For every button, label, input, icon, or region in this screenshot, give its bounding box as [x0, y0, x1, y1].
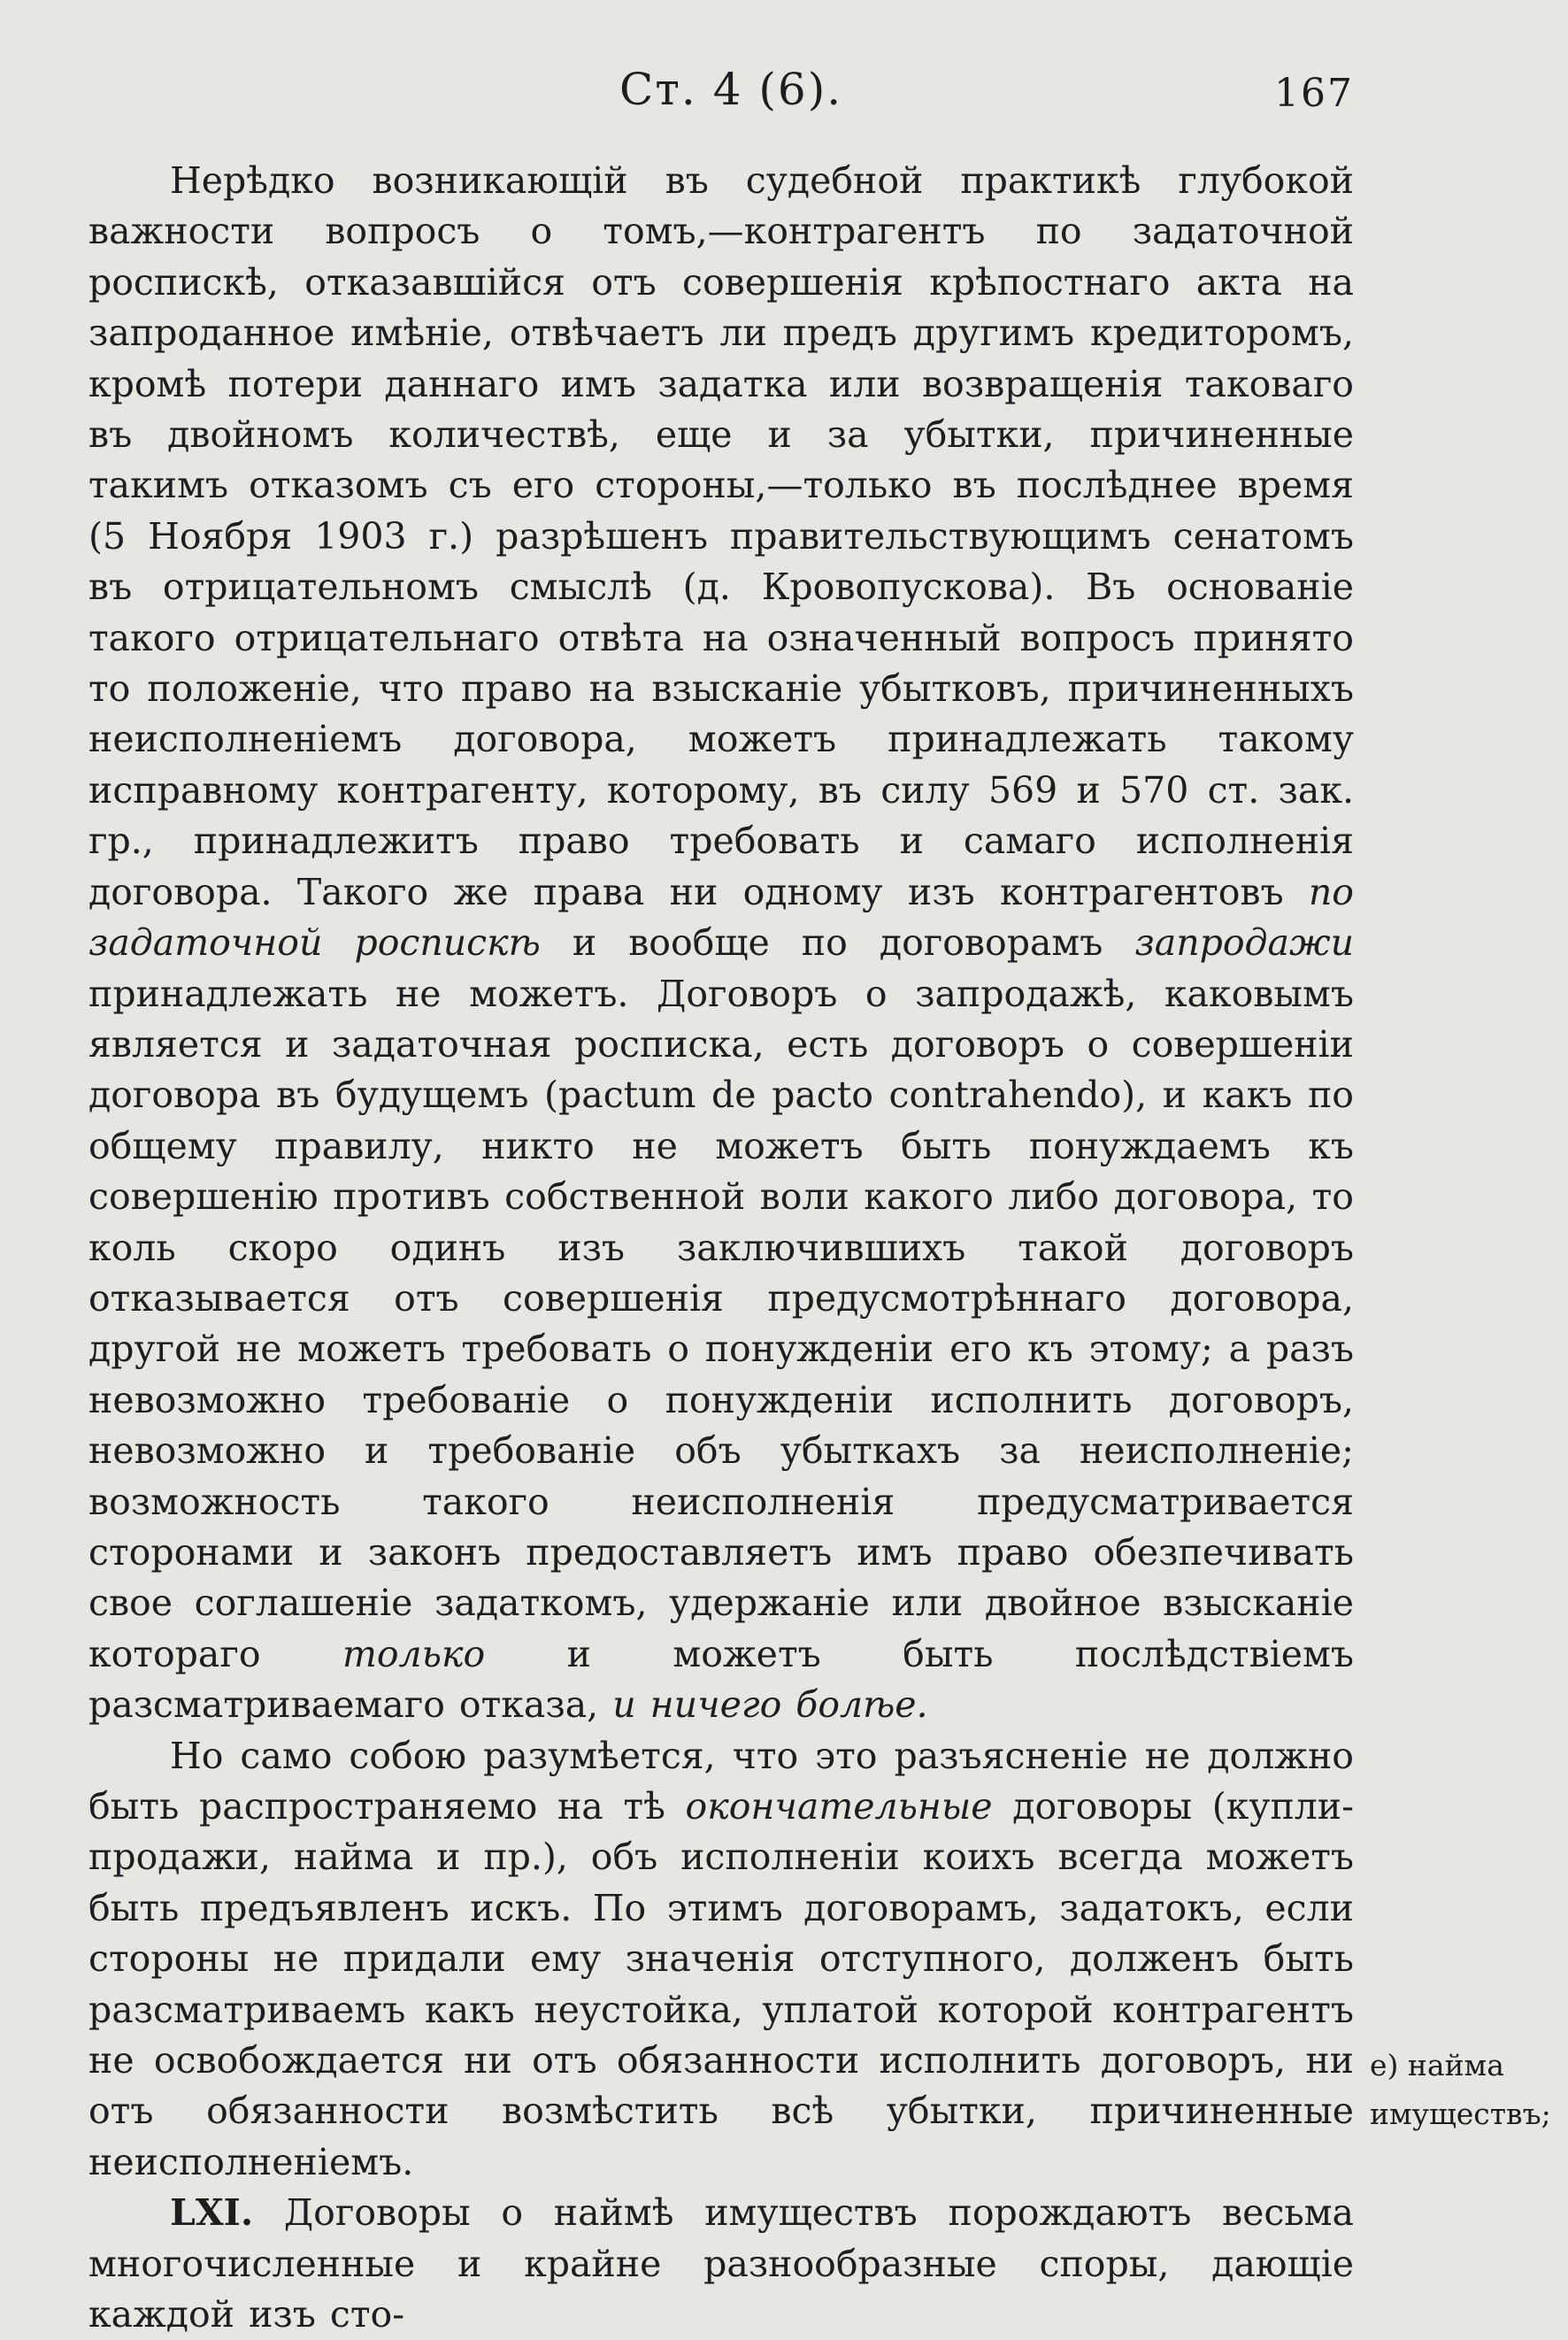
paragraph-2-text-1: Но само собою разумѣется, что это разъясненіе не должно быть распространяемо на тѣ [88, 1734, 1354, 1828]
paragraph-1-text-3: принадлежать не можетъ. Договоръ о запродажѣ, каковымъ является и задаточная росписка, есть договоръ о совершеніи договора въ будущемъ (pactum de pacto contrahendo), и какъ по общему правилу, никто не можетъ быть понуждаемъ къ совершенію противъ собственной воли какого либо договора, то коль скоро одинъ изъ заключившихъ такой договоръ отказывается отъ совершенія предусмотрѣннаго договора, другой не можетъ требовать о понужденіи его къ этому; а разъ невозможно требованіе о понужденіи исполнить договоръ, невозможно и требованіе объ убыткахъ за неисполненіе; возможность такого неисполненія предусматривается сторонами и законъ предоставляетъ имъ право обезпечивать свое соглашеніе задаткомъ, удержаніе или двойное взысканіе котораго [88, 972, 1354, 1675]
paragraph-2-italic-1: окончательные [685, 1785, 993, 1828]
margin-note [1370, 2041, 1551, 2138]
margin-note-line-2: имуществъ; [1370, 2097, 1551, 2131]
paragraph-1 [88, 156, 1354, 1731]
paragraph-1-text-2: и вообще по договорамъ [540, 921, 1135, 965]
page-number: 167 [1274, 71, 1354, 116]
page-header [88, 64, 1354, 135]
body-text [88, 156, 1354, 2340]
paragraph-3-text-1: Договоры о наймѣ имуществъ порождаютъ весьма многочисленные и крайне разнообразные споры, дающіе каждой изъ сто- [88, 2191, 1354, 2336]
paragraph-1-italic-4: и ничего болѣе. [612, 1683, 928, 1727]
paragraph-2-text-2: договоры (купли-продажи, найма и пр.), объ исполненіи коихъ всегда можетъ быть предъявленъ искъ. По этимъ договорамъ, задатокъ, если стороны не придали ему значенія отступного, долженъ быть разсматриваемъ какъ неустойка, уплатой которой контрагентъ не освобождается ни отъ обязанности исполнить договоръ, ни отъ обязанности возмѣстить всѣ убытки, причиненные неисполненіемъ. [88, 1785, 1354, 2183]
paragraph-1-text-4: и можетъ быть послѣдствіемъ разсматриваемаго отказа, [88, 1632, 1354, 1727]
margin-note-line-1: е) найма [1370, 2048, 1504, 2082]
running-head: Ст. 4 (6). [619, 64, 843, 115]
paragraph-3 [88, 2188, 1354, 2340]
paragraph-1-italic-2: запродажи [1134, 921, 1354, 965]
paragraph-1-italic-1: по задаточной роспискѣ [88, 870, 1354, 965]
section-number: LXI. [170, 2191, 254, 2235]
paragraph-2 [88, 1731, 1354, 2189]
paragraph-1-text-1: Нерѣдко возникающій въ судебной практикѣ глубокой важности вопросъ о томъ,—контрагентъ по задаточной роспискѣ, отказавшійся отъ совершенія крѣпостнаго акта на запроданное имѣніе, отвѣчаетъ ли предъ другимъ кредиторомъ, кромѣ потери даннаго имъ задатка или возвращенія таковаго въ двойномъ количествѣ, еще и за убытки, причиненные такимъ отказомъ съ его стороны,—только въ послѣднее время (5 Ноября 1903 г.) разрѣшенъ правительствующимъ сенатомъ въ отрицательномъ смыслѣ (д. Кровопускова). Въ основаніе такого отрицательнаго отвѣта на означенный вопросъ принято то положеніе, что право на взысканіе убытковъ, причиненныхъ неисполненіемъ договора, можетъ принадлежать такому исправному контрагенту, которому, въ силу 569 и 570 ст. зак. гр., принадлежитъ право требовать и самаго исполненія договора. Такого же права ни одному изъ контрагентовъ [88, 159, 1354, 913]
paragraph-1-italic-3: только [342, 1632, 486, 1675]
